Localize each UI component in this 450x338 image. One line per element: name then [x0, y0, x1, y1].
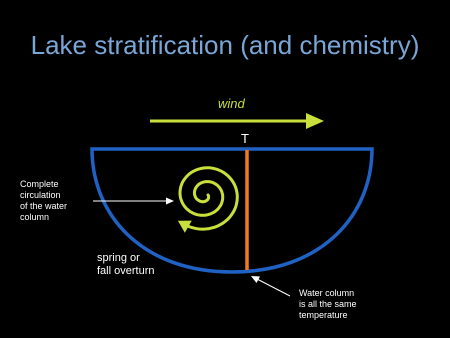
circulation-note [20, 179, 67, 223]
season-label-line: spring or [97, 252, 140, 264]
wind-label: wind [218, 96, 245, 111]
circulation-note-line: of the water [20, 201, 68, 211]
uniform-temperature-note [299, 288, 357, 321]
temperature-label: T [241, 131, 249, 146]
circulation-note-line: column [20, 212, 50, 222]
season-label-line: fall overturn [97, 265, 155, 277]
uniform-temperature-pointer [251, 276, 290, 296]
uniform-note-line: temperature [299, 310, 348, 320]
uniform-note-line: is all the same [299, 299, 357, 309]
wind-arrow [150, 113, 324, 129]
uniform-note-line: Water column [299, 288, 355, 298]
circulation-note-line: Complete [20, 179, 59, 189]
page-title: Lake stratification (and chemistry) [30, 30, 420, 60]
circulation-spiral [178, 168, 237, 233]
circulation-note-line: circulation [20, 190, 61, 200]
season-label [97, 252, 154, 278]
